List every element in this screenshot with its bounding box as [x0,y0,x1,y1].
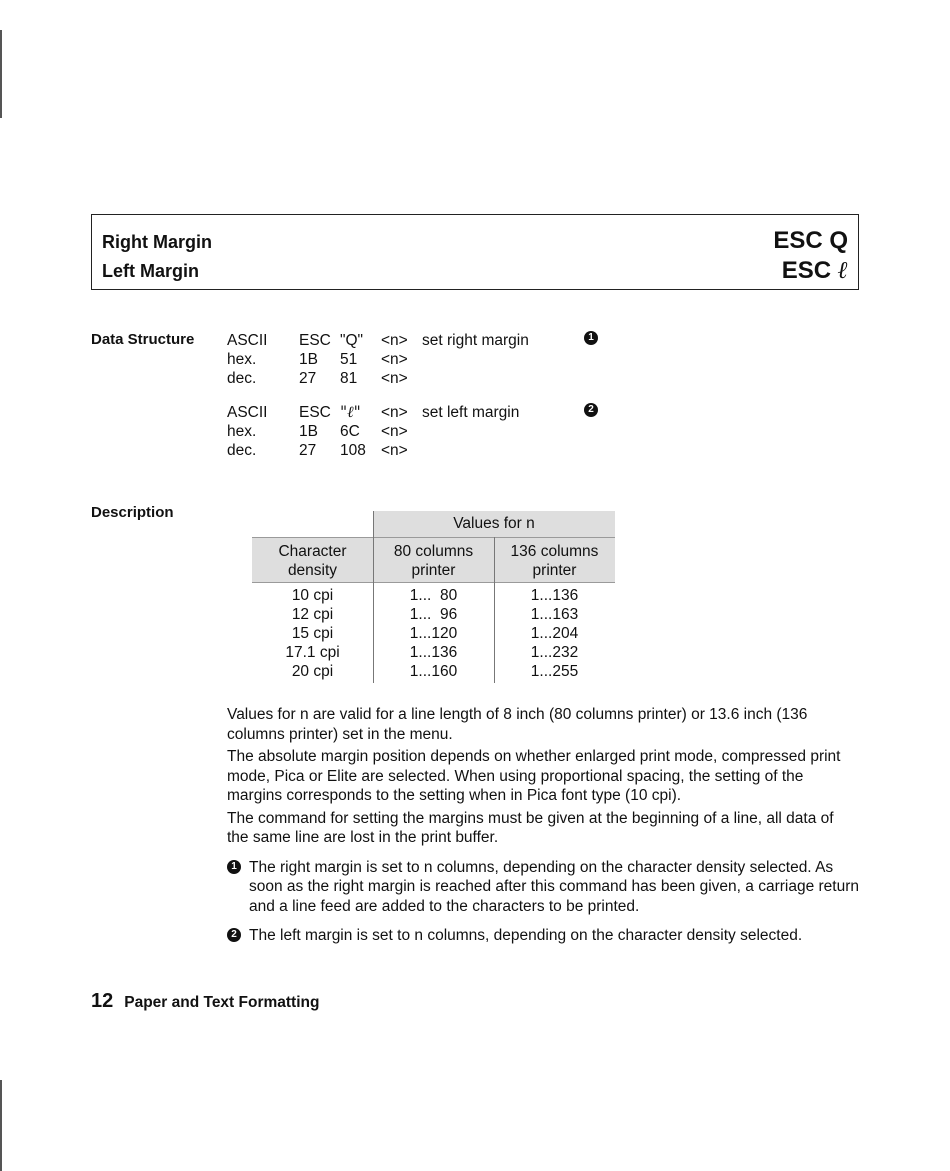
note-text: The right margin is set to n columns, depending on the character density selected. As soon as the right margin is reached after this command has been given, a carriage return and a line feed are added to the characters to be printed. [249,858,859,915]
section-title: Paper and Text Formatting [124,994,320,1011]
ds-cell: <n> [381,332,408,349]
table-cell: 1... 96 [409,606,458,623]
ds-cell: <n> [381,442,408,459]
note-marker-1: 1 [584,331,598,345]
script-l-symbol: ℓ [837,255,848,284]
command-names [102,215,212,289]
page-edge-mark-bottom [0,1080,2,1171]
ds-cell: 6C [340,423,360,440]
command-name-right-margin: Right Margin [102,232,212,252]
description-paragraph: The absolute margin position depends on whether enlarged print mode, compressed print mode, Pica or Elite are selected. When using proportional spacing, the setting of the margins corresponds to the setting when in Pica font type (10 cpi). [227,748,841,804]
table-row [252,662,615,681]
note-marker-2: 2 [584,403,598,417]
page-edge-mark-top [0,30,2,118]
table-cell: 1...136 [409,644,458,661]
table-cell: 1...163 [530,606,579,623]
ds-cell: <n> [381,404,408,421]
table-row [252,586,615,605]
ds-cell: 1B [299,351,318,368]
page-number: 12 [91,990,114,1012]
ds-cell: set left margin [422,404,520,421]
ds-cell: set right margin [422,332,529,349]
table-column-headers [252,537,615,583]
description-paragraph: Values for n are valid for a line length of 8 inch (80 columns printer) or 13.6 inch (136 columns printer) set in the menu. [227,706,808,743]
table-cell: 1...160 [409,663,458,680]
ds-cell: "ℓ" [340,403,361,421]
table-cell: 1...136 [530,587,579,604]
table-row [252,605,615,624]
ds-cell: <n> [381,423,408,440]
ds-cell: 27 [299,370,317,387]
ds-cell: hex. [227,351,257,368]
ds-cell: 108 [340,442,366,459]
table-cell: 17.1 cpi [285,644,340,661]
ds-cell: ESC [299,404,331,421]
description-label: Description [91,504,174,521]
table-cell: 1...232 [530,644,579,661]
ds-cell: dec. [227,370,257,387]
command-name-left-margin: Left Margin [102,261,199,281]
ds-cell: <n> [381,351,408,368]
column-header-136-columns: 136 columns printer [510,543,599,579]
table-cell: 1...255 [530,663,579,680]
table-cell: 1...204 [530,625,579,642]
command-code-esc-l [773,255,848,285]
ds-cell: 27 [299,442,317,459]
description-paragraph: The command for setting the margins must be given at the beginning of a line, all data of the same line are lost in the print buffer. [227,809,834,846]
ds-cell: 51 [340,351,358,368]
ds-cell: 1B [299,423,318,440]
ds-cell: <n> [381,370,408,387]
note-text: The left margin is set to n columns, depending on the character density selected. [249,927,803,944]
note-marker-2: 2 [227,928,241,942]
command-title-box [91,214,859,290]
table-body [252,586,615,681]
ds-cell: 81 [340,370,358,387]
table-cell: 15 cpi [291,625,334,642]
ds-cell: ASCII [227,404,268,421]
table-cell: 1... 80 [409,587,458,604]
command-code-esc-q: ESC Q [773,227,848,254]
table-cell: 1...120 [409,625,458,642]
command-code-esc-prefix: ESC [781,257,838,284]
table-cell: 10 cpi [291,587,334,604]
column-header-density: Character density [278,543,347,579]
column-header-80-columns: 80 columns printer [393,543,474,579]
table-cell: 20 cpi [291,663,334,680]
ds-cell: ASCII [227,332,268,349]
ds-cell: ESC [299,332,331,349]
ds-cell: hex. [227,423,257,440]
note-right-margin [227,858,859,917]
note-left-margin [227,926,859,946]
description-text [227,705,859,946]
note-marker-1: 1 [227,860,241,874]
table-cell: 12 cpi [291,606,334,623]
page-footer [91,990,319,1013]
ds-cell: dec. [227,442,257,459]
ds-cell: "Q" [340,332,364,349]
command-codes [773,215,848,289]
table-row [252,624,615,643]
table-group-header: Values for n [373,511,615,537]
table-row [252,643,615,662]
data-structure-label: Data Structure [91,331,195,348]
